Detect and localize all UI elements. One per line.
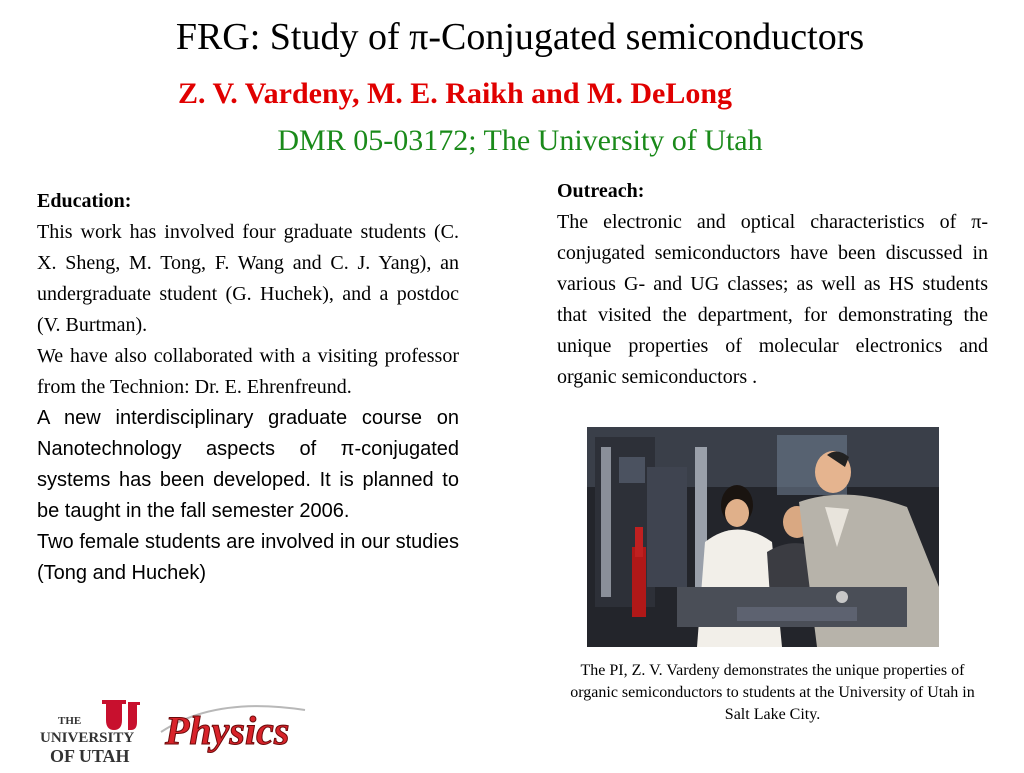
- slide-title: FRG: Study of π-Conjugated semiconductors: [175, 16, 865, 58]
- grant-line: DMR 05-03172; The University of Utah: [277, 124, 763, 157]
- slide-authors: Z. V. Vardeny, M. E. Raikh and M. DeLong: [178, 77, 733, 110]
- education-section: [37, 186, 459, 589]
- logo-word-of-utah: OF UTAH: [50, 746, 130, 766]
- physics-logo: [155, 702, 325, 760]
- education-paragraph-female-students: Two female students are involved in our studies (Tong and Huchek): [37, 531, 459, 584]
- university-logo-graphic: [36, 696, 156, 768]
- photo-caption: The PI, Z. V. Vardeny demonstrates the unique properties of organic semiconductors to students at the University of Utah in Salt Lake City.: [570, 662, 975, 723]
- outreach-heading: Outreach:: [557, 180, 645, 202]
- university-of-utah-logo: [36, 696, 156, 768]
- logo-word-the: THE: [58, 715, 82, 727]
- logo-word-physics: Physics: [165, 708, 290, 753]
- education-paragraph-students: This work has involved four graduate students (C. X. Sheng, M. Tong, F. Wang and C. J. Yang), an undergraduate student (G. Huchek), and a postdoc (V. Burtman).: [37, 221, 459, 336]
- education-paragraph-collaboration: We have also collaborated with a visiting professor from the Technion: Dr. E. Ehrenfreund.: [37, 345, 459, 398]
- lab-photo-illustration: [587, 427, 939, 647]
- logo-word-university: UNIVERSITY: [40, 730, 135, 746]
- outreach-paragraph: The electronic and optical characteristics of π-conjugated semiconductors have been discussed in various G- and UG classes; as well as HS students that visited the department, for demonstrating the unique properties of molecular electronics and organic semiconductors .: [557, 211, 988, 388]
- education-heading: Education:: [37, 190, 132, 212]
- lab-demonstration-photo: [587, 427, 939, 647]
- physics-logo-graphic: [155, 702, 325, 760]
- outreach-section: [557, 176, 988, 393]
- education-paragraph-course: A new interdisciplinary graduate course on Nanotechnology aspects of π-conjugated systems has been developed. It is planned to be taught in the fall semester 2006.: [37, 407, 459, 522]
